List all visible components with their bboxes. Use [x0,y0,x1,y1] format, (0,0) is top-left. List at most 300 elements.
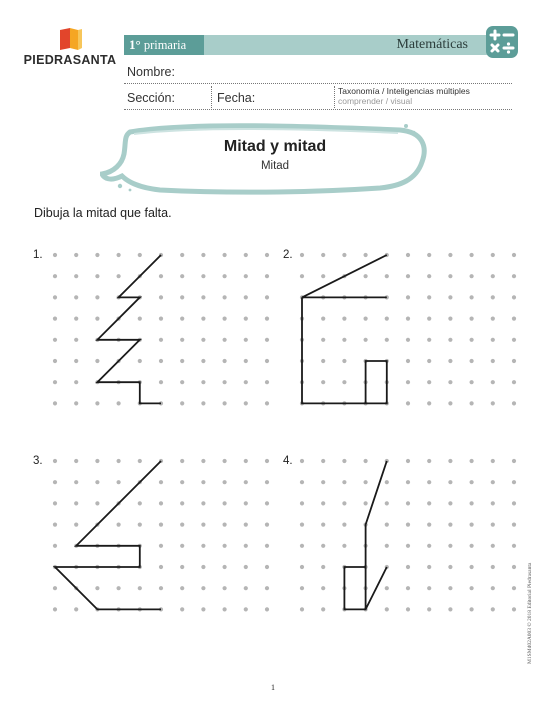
exercise-number-2: 2. [283,249,293,261]
grid-dot [342,544,346,548]
grid-dot [342,523,346,527]
grid-dot [180,501,184,505]
grid-dot [321,338,325,342]
grid-dot [512,380,516,384]
grid-dot [201,253,205,257]
grid-dot [74,253,78,257]
grid-dot [201,607,205,611]
grid-dot [427,274,431,278]
grid-dot [364,253,368,257]
half-figure-line [55,461,161,609]
grid-dot [138,523,142,527]
name-label: Nombre: [127,65,175,79]
grid-dot [180,523,184,527]
grid-dot [265,317,269,321]
grid-dot [53,317,57,321]
grid-dot [117,480,121,484]
grid-dot [406,459,410,463]
grid-dot [448,380,452,384]
exercise-number-3: 3. [33,455,43,467]
grid-dot [321,359,325,363]
grid-dot [244,565,248,569]
grid-dot [223,586,227,590]
grid-dot [512,253,516,257]
grid-dot [512,295,516,299]
grid-dot [74,274,78,278]
grid-dot [406,501,410,505]
grid-dot [53,501,57,505]
grid-dot [427,459,431,463]
grid-dot [223,359,227,363]
grid-dot [427,544,431,548]
grid-dot [74,523,78,527]
grid-dot [491,317,495,321]
grid-dot [53,544,57,548]
grid-dot [300,544,304,548]
grid-dot [427,295,431,299]
grid-dot [74,338,78,342]
grid-dot [385,586,389,590]
grid-dot [406,401,410,405]
grid-dot [491,480,495,484]
grid-dot [491,274,495,278]
half-figure-line [302,255,387,297]
copyright-code: M1SMd02A003 © 2018 Editorial Piedrasanta [527,562,533,664]
grid-dot [53,274,57,278]
grid-dot [95,274,99,278]
grid-dot [470,565,474,569]
half-figure-line [302,297,387,403]
grid-dot [201,586,205,590]
grid-dot [342,317,346,321]
grid-dot [427,501,431,505]
grid-dot [470,586,474,590]
grid-dot [265,565,269,569]
grid-dot [265,295,269,299]
grid-dot [448,480,452,484]
grid-dot [470,380,474,384]
grid-dot [138,317,142,321]
grid-dot [74,401,78,405]
grid-dot [406,253,410,257]
grid-dot [74,295,78,299]
grid-dot [491,544,495,548]
exercise-grid-4 [300,459,516,612]
grid-dot [448,359,452,363]
grid-dot [364,317,368,321]
date-label: Fecha: [217,91,256,105]
grid-dot [427,317,431,321]
grid-dot [201,401,205,405]
grid-dot [342,480,346,484]
grid-dot [321,380,325,384]
grid-dot [265,501,269,505]
page-number: 1 [271,683,275,692]
exercise-grid-3 [53,459,269,612]
grid-dot [385,317,389,321]
grid-dot [265,544,269,548]
grid-dot [159,380,163,384]
grid-dot [223,338,227,342]
grid-dot [53,338,57,342]
grid-dot [223,401,227,405]
grid-dot [95,253,99,257]
grid-dot [448,253,452,257]
grid-dot [223,480,227,484]
grid-dot [159,501,163,505]
grid-dot [406,565,410,569]
grid-dot [95,586,99,590]
grid-dot [321,317,325,321]
grid-dot [321,459,325,463]
grid-dot [385,607,389,611]
grid-dot [342,338,346,342]
grid-dot [180,253,184,257]
grid-dot [201,523,205,527]
grid-dot [223,459,227,463]
grid-dot [180,317,184,321]
grid-dot [53,523,57,527]
grid-dot [244,317,248,321]
grid-dot [512,317,516,321]
grid-dot [74,380,78,384]
grid-dot [470,295,474,299]
grid-dot [406,544,410,548]
grid-dot [223,523,227,527]
grid-dot [265,338,269,342]
logo-text: PIEDRASANTA [23,53,117,67]
grid-dot [159,544,163,548]
grid-dot [95,459,99,463]
grid-dot [427,586,431,590]
grid-dot [180,338,184,342]
grid-dot [223,565,227,569]
grid-dot [448,501,452,505]
grid-dot [223,501,227,505]
grid-dot [201,501,205,505]
grid-dot [201,480,205,484]
grid-dot [180,274,184,278]
grid-dot [265,586,269,590]
grid-dot [406,523,410,527]
grid-dot [385,480,389,484]
grid-dot [491,501,495,505]
grid-dot [321,586,325,590]
grid-dot [512,401,516,405]
worksheet-title: Mitad y mitad [223,138,327,155]
grid-dot [427,523,431,527]
grid-dot [138,459,142,463]
grid-dot [265,359,269,363]
grid-dot [244,338,248,342]
grid-dot [300,459,304,463]
grid-dot [364,501,368,505]
grid-dot [117,401,121,405]
grid-dot [427,338,431,342]
grid-dot [512,338,516,342]
grid-dot [491,253,495,257]
grid-dot [406,295,410,299]
exercise-grid-1 [53,253,269,406]
grid-dot [223,380,227,384]
grid-dot [300,586,304,590]
grid-dot [53,480,57,484]
grid-dot [201,544,205,548]
grid-dot [427,359,431,363]
taxonomy-label: Taxonomía / Inteligencias múltiples [338,86,470,96]
grid-dot [95,501,99,505]
grade-level: primaria [140,38,187,52]
grid-dot [300,523,304,527]
grid-dot [364,480,368,484]
grid-dot [427,253,431,257]
instruction-text: Dibuja la mitad que falta. [34,206,172,220]
grid-dot [201,317,205,321]
grid-dot [491,586,495,590]
exercise-number-4: 4. [283,455,293,467]
grid-dot [300,253,304,257]
grid-dot [448,401,452,405]
grid-dot [491,338,495,342]
grid-dot [201,338,205,342]
grid-dot [470,523,474,527]
grid-dot [321,544,325,548]
grid-dot [265,459,269,463]
grid-dot [512,523,516,527]
grid-dot [201,459,205,463]
grid-dot [180,401,184,405]
grid-dot [491,607,495,611]
grid-dot [470,480,474,484]
grid-dot [201,295,205,299]
grid-dot [265,401,269,405]
grid-dot [385,338,389,342]
grid-dot [223,607,227,611]
grid-dot [427,565,431,569]
grid-dot [159,523,163,527]
grid-dot [427,607,431,611]
grid-dot [265,523,269,527]
grid-dot [300,565,304,569]
grid-dot [321,253,325,257]
grid-dot [448,523,452,527]
grid-dot [342,501,346,505]
grid-dot [321,480,325,484]
grid-dot [95,480,99,484]
grid-dot [265,253,269,257]
grid-dot [180,586,184,590]
half-figure-line [97,255,161,403]
grid-dot [385,523,389,527]
grid-dot [95,401,99,405]
grid-dot [180,480,184,484]
grid-dot [244,253,248,257]
grid-dot [244,480,248,484]
grid-dot [448,338,452,342]
grid-dot [180,565,184,569]
grid-dot [201,359,205,363]
grid-dot [74,480,78,484]
grid-dot [470,501,474,505]
grid-dot [138,253,142,257]
grid-dot [491,459,495,463]
grid-dot [512,607,516,611]
grid-dot [491,295,495,299]
grid-dot [470,401,474,405]
exercise-grid-2 [300,253,516,406]
grid-dot [159,274,163,278]
grid-dot [180,295,184,299]
grid-dot [448,607,452,611]
worksheet-subtitle: Mitad [260,160,290,172]
grid-dot [491,359,495,363]
grid-dot [201,274,205,278]
grid-dot [244,295,248,299]
grid-dot [244,380,248,384]
grid-dot [74,317,78,321]
grid-dot [491,565,495,569]
grid-dot [180,459,184,463]
grid-dot [406,338,410,342]
grade-number: 1° [129,37,141,52]
grid-dot [180,544,184,548]
grid-dot [448,274,452,278]
grid-dot [159,338,163,342]
grid-dot [201,380,205,384]
grid-dot [342,380,346,384]
exercise-number-1: 1. [33,249,43,261]
grid-dot [74,501,78,505]
grid-dot [117,253,121,257]
grid-dot [53,295,57,299]
grid-dot [300,274,304,278]
grid-dot [265,380,269,384]
grid-dot [427,380,431,384]
grid-dot [74,459,78,463]
grid-dot [512,544,516,548]
grid-dot [159,565,163,569]
grid-dot [244,359,248,363]
grid-dot [406,380,410,384]
grid-dot [138,359,142,363]
grid-dot [223,317,227,321]
grid-dot [364,338,368,342]
grid-dot [244,544,248,548]
grid-dot [364,274,368,278]
grid-dot [223,295,227,299]
grid-dot [470,607,474,611]
grid-dot [138,501,142,505]
grid-dot [406,480,410,484]
grid-dot [244,501,248,505]
grid-dot [95,317,99,321]
grid-dot [321,565,325,569]
grid-dot [470,253,474,257]
grid-dot [512,359,516,363]
grid-dot [491,380,495,384]
grid-dot [385,544,389,548]
grid-dot [470,317,474,321]
grid-dot [321,607,325,611]
grid-dot [265,607,269,611]
grid-dot [244,274,248,278]
grid-dot [512,480,516,484]
grid-dot [300,607,304,611]
grid-dot [180,607,184,611]
grid-dot [95,295,99,299]
grid-dot [406,274,410,278]
grid-dot [244,401,248,405]
grid-dot [342,359,346,363]
grid-dot [95,359,99,363]
grid-dot [117,459,121,463]
grid-dot [448,317,452,321]
grid-dot [448,565,452,569]
grid-dot [406,359,410,363]
grid-dot [244,459,248,463]
grid-dot [512,459,516,463]
grid-dot [470,274,474,278]
grid-dot [180,359,184,363]
grid-dot [512,274,516,278]
grid-dot [427,480,431,484]
grid-dot [321,274,325,278]
grid-dot [406,607,410,611]
grid-dot [53,586,57,590]
grid-dot [74,359,78,363]
grid-dot [448,295,452,299]
grid-dot [159,359,163,363]
grid-dot [223,274,227,278]
grid-dot [427,401,431,405]
grid-dot [448,544,452,548]
grid-dot [244,523,248,527]
grid-dot [448,586,452,590]
grid-dot [117,523,121,527]
grid-dot [512,565,516,569]
grid-dot [159,480,163,484]
grid-dot [342,253,346,257]
grid-dot [265,480,269,484]
grid-dot [265,274,269,278]
grid-dot [159,295,163,299]
grid-dot [159,317,163,321]
grid-dot [53,253,57,257]
grid-dot [300,501,304,505]
grid-dot [180,380,184,384]
taxonomy-value: comprender / visual [338,96,413,106]
grid-dot [53,380,57,384]
grid-dot [74,607,78,611]
grid-dot [512,501,516,505]
grid-dot [491,401,495,405]
grid-dot [53,359,57,363]
grid-dot [117,274,121,278]
grid-dot [470,544,474,548]
grid-dot [244,607,248,611]
grid-dot [159,586,163,590]
half-figure-line [366,567,387,609]
grid-dot [342,459,346,463]
grid-dot [470,459,474,463]
grid-dot [53,607,57,611]
grid-dot [53,401,57,405]
grid-dot [385,274,389,278]
grid-dot [201,565,205,569]
grid-dot [223,253,227,257]
grid-dot [385,501,389,505]
section-label: Sección: [127,91,175,105]
